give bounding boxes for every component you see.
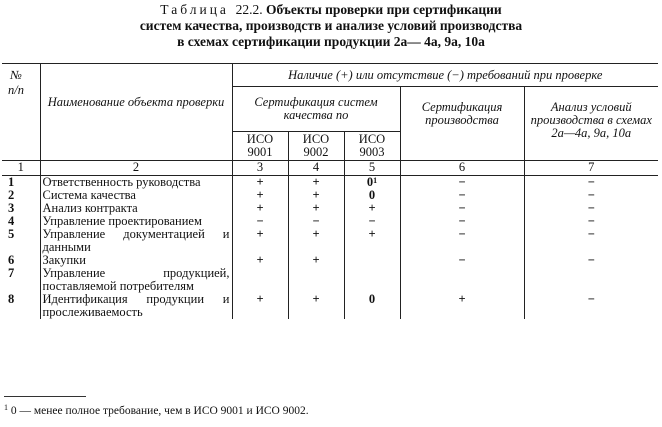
row-object-name: Система качества [40,189,232,202]
header-cert-production: Сертификация производства [400,87,524,161]
cell-iso9003: + [344,202,400,215]
table-number: 22.2. [235,2,263,17]
cell-iso9002: + [288,189,344,202]
cell-iso9001: + [232,228,288,254]
cell-analysis: − [587,175,595,189]
table-row [2,267,658,293]
header-iso9003: ИСО 9003 [344,132,400,161]
cell-iso9003: 0 [344,293,400,319]
header-cert-systems: Сертификация систем качества по [232,87,400,132]
cell-iso9003: 0 [344,189,400,202]
column-number: 6 [400,161,524,176]
cell-cert-production: − [400,254,524,267]
title-line-1: Объекты проверки при сертификации [266,2,502,17]
cell-cert-production: − [400,215,524,228]
cell-cert-production: − [400,189,524,202]
header-presence: Наличие (+) или отсутствие (−) требований при проверке [232,64,658,87]
cell-analysis: − [587,201,595,215]
table-title [0,2,662,50]
row-number: 1 [2,176,40,190]
cell-iso9002: + [288,293,344,319]
row-object-name: Управление продукцией, поставляемой потребителям [40,267,232,293]
cell-iso9003 [344,254,400,267]
column-numbers-row [2,161,658,176]
row-object-name: Закупки [40,254,232,267]
cell-analysis: − [587,227,595,241]
row-number: 3 [2,202,40,215]
row-number: 6 [2,254,40,267]
row-number: 2 [2,189,40,202]
column-number: 5 [344,161,400,176]
cell-iso9001: + [232,202,288,215]
cell-iso9003: + [344,228,400,254]
cell-iso9002: + [288,202,344,215]
row-number: 4 [2,215,40,228]
cell-analysis: − [587,188,595,202]
cell-cert-production: − [400,202,524,215]
table-label: Таблица [160,2,229,17]
cell-cert-production: − [400,176,524,190]
cell-iso9002: + [288,176,344,190]
title-line-3: в схемах сертификации продукции 2а— 4а, 9а, 10а [177,34,485,49]
cell-analysis [524,267,658,293]
row-object-name: Ответственность руководства [40,176,232,190]
cell-cert-production: − [400,228,524,254]
footnote-text: 0 — менее полное требование, чем в ИСО 9001 и ИСО 9002. [10,405,309,417]
header-number: № п/п [2,64,40,161]
cell-iso9001: + [232,254,288,267]
footnote-divider [4,396,86,397]
cell-analysis: − [587,253,595,267]
cell-iso9001: + [232,176,288,190]
cell-iso9002: − [288,215,344,228]
cell-iso9001: + [232,293,288,319]
column-number: 1 [2,161,40,176]
header-analysis: Анализ условий производства в схемах 2а—4а, 9а, 10а [530,100,652,140]
column-number: 4 [288,161,344,176]
row-object-name: Идентификация продукции и прослеживаемость [40,293,232,319]
cell-iso9002 [288,267,344,293]
row-number: 8 [2,293,40,319]
cell-analysis: − [587,292,595,306]
column-number: 7 [524,161,658,176]
cell-iso9003 [344,267,400,293]
cell-iso9001: − [232,215,288,228]
footnote-reference: 1 [373,176,378,185]
cell-iso9003: − [344,215,400,228]
column-number: 3 [232,161,288,176]
cell-cert-production [400,267,524,293]
cell-iso9001 [232,267,288,293]
row-object-name: Управление документацией и данными [40,228,232,254]
row-object-name: Анализ контракта [40,202,232,215]
title-line-2: систем качества, производств и анализе условий производства [139,18,523,33]
footnote-mark: 1 [4,403,8,412]
cell-iso9003: $0^1$ [344,176,400,190]
requirements-table [2,63,658,319]
header-object-name: Наименование объекта проверки [40,64,232,161]
cell-iso9002: + [288,254,344,267]
cell-analysis: − [587,214,595,228]
header-iso9001: ИСО 9001 [232,132,288,161]
table-row [2,228,658,254]
column-number: 2 [40,161,232,176]
row-object-name: Управление проектированием [40,215,232,228]
header-iso9002: ИСО 9002 [288,132,344,161]
cell-cert-production: + [400,293,524,319]
row-number: 7 [2,267,40,293]
table-row [2,293,658,319]
row-number: 5 [2,228,40,254]
footnote [4,405,309,417]
cell-iso9002: + [288,228,344,254]
table-row [2,176,658,190]
cell-iso9001: + [232,189,288,202]
table-body [2,176,658,320]
